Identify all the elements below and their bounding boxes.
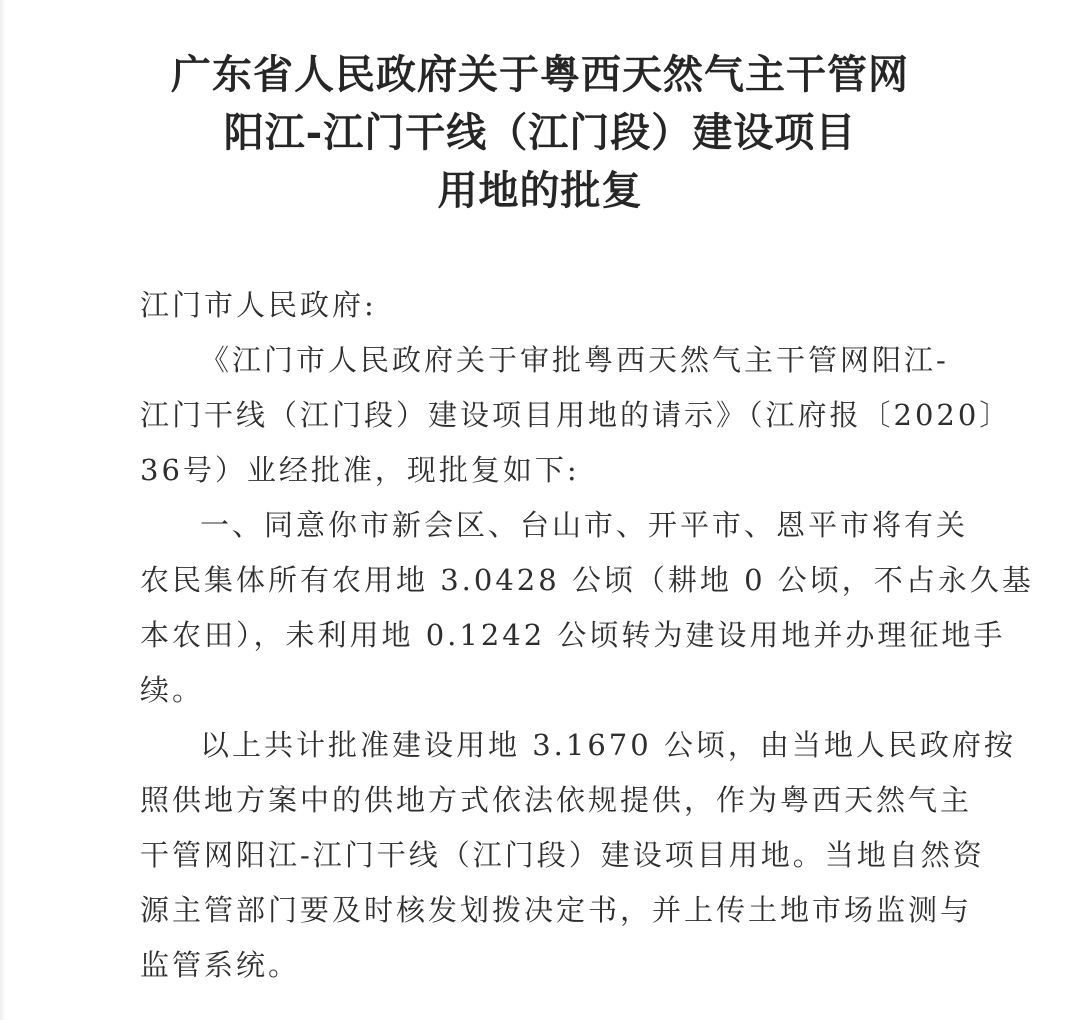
paragraph-line: 以上共计批准建设用地 3.1670 公顷，由当地人民政府按 <box>200 728 1016 762</box>
paragraph-line: 江门干线（江门段）建设项目用地的请示》（江府报〔2020〕 <box>140 398 1012 432</box>
paragraph-line: 本农田），未利用地 0.1242 公顷转为建设用地并办理征地手 <box>140 618 1006 652</box>
paragraph-line: 照供地方案中的供地方式依法依规提供，作为粤西天然气主 <box>140 783 973 817</box>
paragraph-item-1 <box>140 498 1034 718</box>
paragraph-line: 《江门市人民政府关于审批粤西天然气主干管网阳江- <box>200 343 949 377</box>
paragraph-line: 源主管部门要及时核发划拨决定书，并上传土地市场监测与 <box>140 893 973 927</box>
addressee: 江门市人民政府: <box>140 288 377 322</box>
paragraph-line: 36号）业经批准，现批复如下: <box>140 453 580 487</box>
paragraph-line: 监管系统。 <box>140 948 301 982</box>
paragraph-summary <box>140 718 1016 993</box>
paragraph-line: 续。 <box>140 673 205 707</box>
paragraph-line: 干管网阳江-江门干线（江门段）建设项目用地。当地自然资 <box>140 838 985 872</box>
document-body <box>140 278 1034 993</box>
title-line-2: 阳江-江门干线（江门段）建设项目 <box>223 109 857 156</box>
paragraph-line: 一、同意你市新会区、台山市、开平市、恩平市将有关 <box>200 508 969 542</box>
title-line-3: 用地的批复 <box>437 167 643 214</box>
document-title <box>0 46 1080 220</box>
paragraph-intro <box>140 333 1012 498</box>
paragraph-line: 农民集体所有农用地 3.0428 公顷（耕地 0 公顷，不占永久基 <box>140 563 1034 597</box>
title-line-1: 广东省人民政府关于粤西天然气主干管网 <box>171 51 909 98</box>
